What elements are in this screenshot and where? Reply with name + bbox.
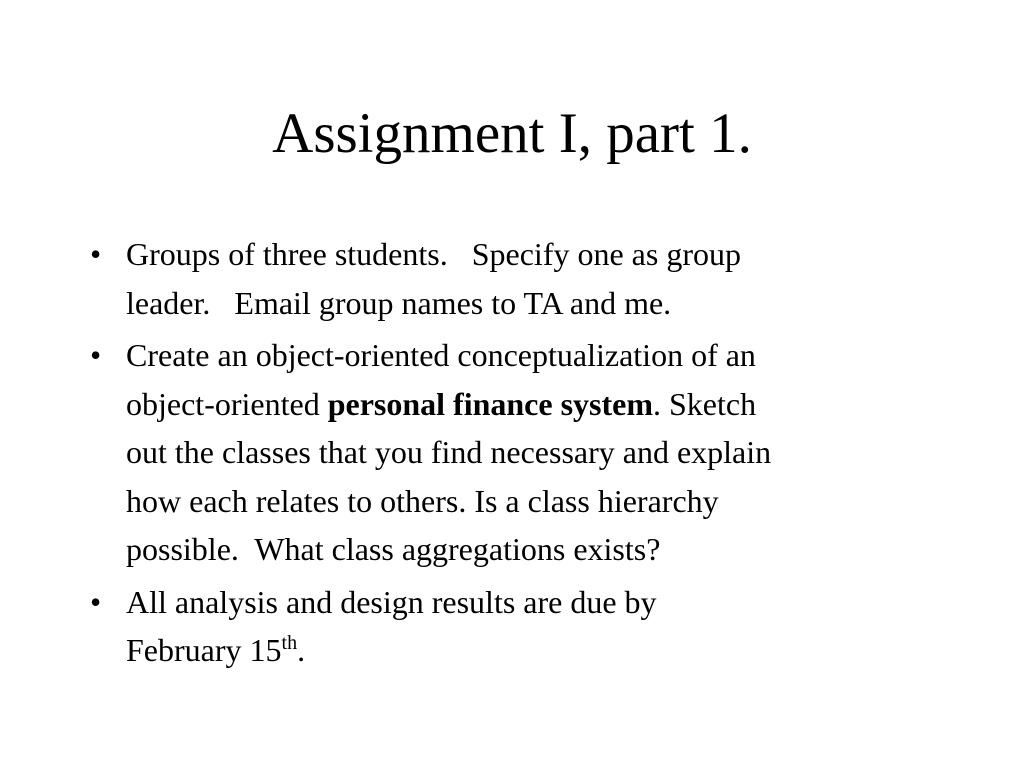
bullet-text-line: how each relates to others. Is a class hierarchy [126, 482, 719, 519]
bullet-text-fragment: object-oriented [126, 385, 328, 422]
bullet-text-fragment: . Sketch [653, 385, 757, 422]
bullet-list [84, 230, 944, 679]
bullet-text-fragment: . [297, 632, 306, 668]
bullet-text-line: Create an object-oriented conceptualization of an [126, 337, 756, 373]
bullet-text-line: out the classes that you find necessary and explain [126, 434, 772, 470]
bullet-item-due-date [84, 578, 944, 675]
slide-title: Assignment I, part 1. [272, 102, 752, 165]
bullet-text-line: possible. What class aggregations exists? [126, 531, 661, 567]
bullet-text-line: All analysis and design results are due by [126, 583, 657, 620]
bullet-text-line: Groups of three students. Specify one as group [126, 236, 741, 272]
bullet-text-line: leader. Email group names to TA and me. [126, 284, 672, 321]
bold-emphasis-text: personal finance system [327, 385, 653, 422]
bullet-marker: • [90, 236, 102, 272]
superscript-text: th [281, 632, 298, 654]
bullet-marker: • [90, 337, 102, 373]
bullet-item-create [84, 331, 944, 574]
bullet-item-groups [84, 230, 944, 327]
bullet-text-fragment: February 15 [126, 632, 282, 668]
bullet-marker: • [90, 583, 102, 620]
